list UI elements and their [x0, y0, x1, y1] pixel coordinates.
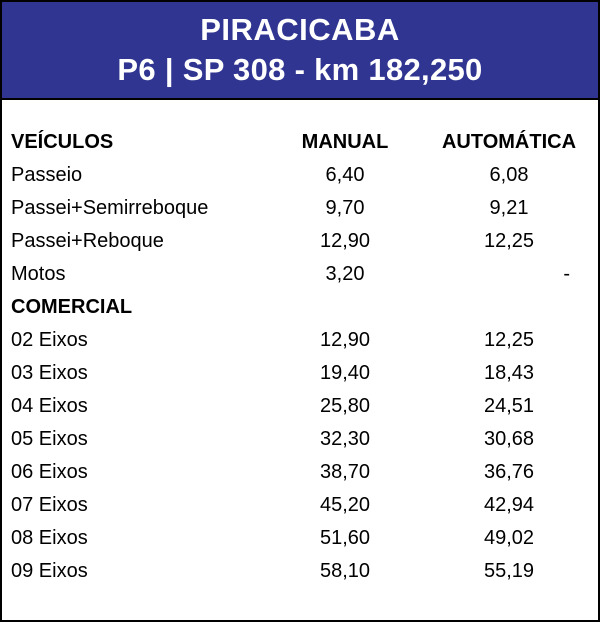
manual-price: 25,80	[319, 395, 371, 417]
table-row	[2, 357, 598, 390]
table-row	[2, 390, 598, 423]
vehicle-label: Motos	[11, 263, 66, 285]
automatic-price: 49,02	[483, 527, 535, 549]
manual-price: 6,40	[325, 164, 365, 186]
automatic-price: -	[563, 263, 570, 285]
manual-price: 12,90	[319, 329, 371, 351]
table-row	[2, 456, 598, 489]
table-row	[2, 192, 598, 225]
automatic-price: 55,19	[483, 560, 535, 582]
vehicle-label: 07 Eixos	[11, 494, 88, 516]
vehicle-label: Passeio	[11, 164, 83, 186]
column-header-veiculos: VEÍCULOS	[11, 131, 114, 153]
manual-price: 19,40	[319, 362, 371, 384]
automatic-price: 30,68	[483, 428, 535, 450]
manual-price: 45,20	[319, 494, 371, 516]
manual-price: 3,20	[325, 263, 365, 285]
manual-price: 9,70	[325, 197, 365, 219]
manual-price: 12,90	[319, 230, 371, 252]
automatic-price: 12,25	[483, 329, 535, 351]
table-row	[2, 555, 598, 588]
column-header-manual: MANUAL	[301, 131, 389, 153]
vehicle-label: 03 Eixos	[11, 362, 88, 384]
automatic-price: 42,94	[483, 494, 535, 516]
table-row	[2, 258, 598, 291]
automatic-price: 18,43	[483, 362, 535, 384]
vehicle-label: 04 Eixos	[11, 395, 88, 417]
vehicle-label: 06 Eixos	[11, 461, 88, 483]
column-header-automatica: AUTOMÁTICA	[441, 131, 577, 153]
vehicle-label: 02 Eixos	[11, 329, 88, 351]
vehicle-label: Passei+Semirreboque	[11, 197, 209, 219]
station-subtitle: P6 | SP 308 - km 182,250	[117, 51, 483, 87]
table-body	[2, 159, 598, 588]
manual-price: 51,60	[319, 527, 371, 549]
table-row	[2, 423, 598, 456]
automatic-price: 36,76	[483, 461, 535, 483]
automatic-price: 24,51	[483, 395, 535, 417]
automatic-price: 12,25	[483, 230, 535, 252]
automatic-price: 9,21	[489, 197, 529, 219]
vehicle-label: 05 Eixos	[11, 428, 88, 450]
vehicle-label: Passei+Reboque	[11, 230, 164, 252]
table-row	[2, 324, 598, 357]
card-header	[2, 2, 598, 100]
table-row	[2, 489, 598, 522]
automatic-price: 6,08	[489, 164, 529, 186]
manual-price: 58,10	[319, 560, 371, 582]
vehicle-label: COMERCIAL	[11, 296, 133, 318]
table-row	[2, 291, 598, 324]
table-row	[2, 522, 598, 555]
table-row	[2, 225, 598, 258]
fare-table	[2, 100, 598, 588]
table-row	[2, 159, 598, 192]
vehicle-label: 08 Eixos	[11, 527, 88, 549]
vehicle-label: 09 Eixos	[11, 560, 88, 582]
table-header-row	[2, 126, 598, 159]
manual-price: 38,70	[319, 461, 371, 483]
station-title: PIRACICABA	[200, 11, 400, 47]
manual-price: 32,30	[319, 428, 371, 450]
